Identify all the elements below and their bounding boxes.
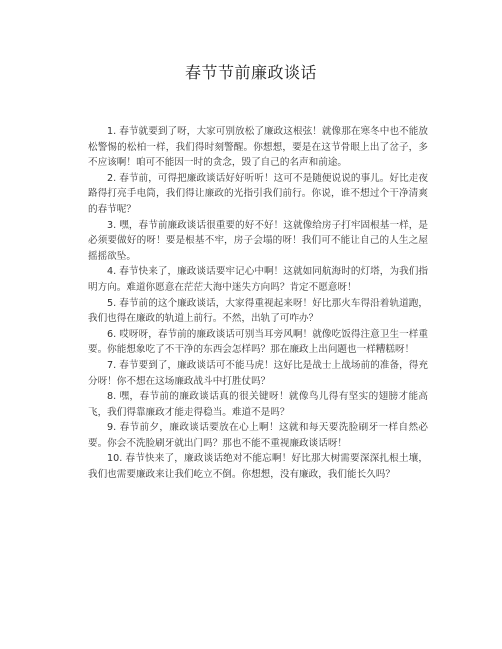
document-title: 春节节前廉政谈话 — [184, 63, 317, 82]
paragraph-3: 3. 嘿，春节前廉政谈话很重要的好不好！这就像给房子打牢固根基一样，是必须要做好的呀！要是根基不牢，房子会塌的呀！我们可不能让自己的人生之屋摇摇欲坠。 — [88, 219, 428, 262]
paragraph-5: 5. 春节前的这个廉政谈话，大家得重视起来呀！好比那火车得沿着轨道跑，我们也得在廉政的轨道上前行。不然，出轨了可咋办？ — [88, 297, 428, 325]
paragraph-1: 1. 春节就要到了呀，大家可别放松了廉政这根弦！就像那在寒冬中也不能放松警惕的松柏一样，我们得时刻警醒。你想想，要是在这节骨眼上出了岔子，多不应该啊！咱可不能因一时的贪念，毁了自己的名声和前途。 — [88, 126, 428, 169]
paragraph-8: 8. 嘿，春节前的廉政谈话真的很关键呀！就像鸟儿得有坚实的翅膀才能高飞，我们得靠廉政才能走得稳当。难道不是吗？ — [88, 391, 428, 418]
paragraph-4: 4. 春节快来了，廉政谈话要牢记心中啊！这就如同航海时的灯塔，为我们指明方向。难道你愿意在茫茫大海中迷失方向吗？肯定不愿意呀！ — [88, 266, 428, 293]
paragraph-10: 10. 春节快来了，廉政谈话绝对不能忘啊！好比那大树需要深深扎根土壤，我们也需要廉政来让我们屹立不倒。你想想，没有廉政，我们能长久吗？ — [88, 453, 428, 481]
paragraph-6: 6. 哎呀呀，春节前的廉政谈话可别当耳旁风啊！就像吃饭得注意卫生一样重要。你能想象吃了不干净的东西会怎样吗？那在廉政上出问题也一样糟糕呀！ — [88, 328, 428, 356]
paragraph-9: 9. 春节前夕，廉政谈话要放在心上啊！这就和每天要洗脸刷牙一样自然必要。你会不洗脸刷牙就出门吗？那也不能不重视廉政谈话呀！ — [88, 422, 428, 449]
document-body — [88, 124, 428, 483]
paragraph-2: 2. 春节前，可得把廉政谈话好好听听！这可不是随便说说的事儿。好比走夜路得打亮手电筒，我们得让廉政的光指引我们前行。你说，谁不想过个干净清爽的春节呢？ — [88, 172, 428, 215]
paragraph-7: 7. 春节要到了，廉政谈话可不能马虎！这好比是战士上战场前的准备，得充分呀！你不想在这场廉政战斗中打胜仗吗？ — [88, 359, 428, 387]
